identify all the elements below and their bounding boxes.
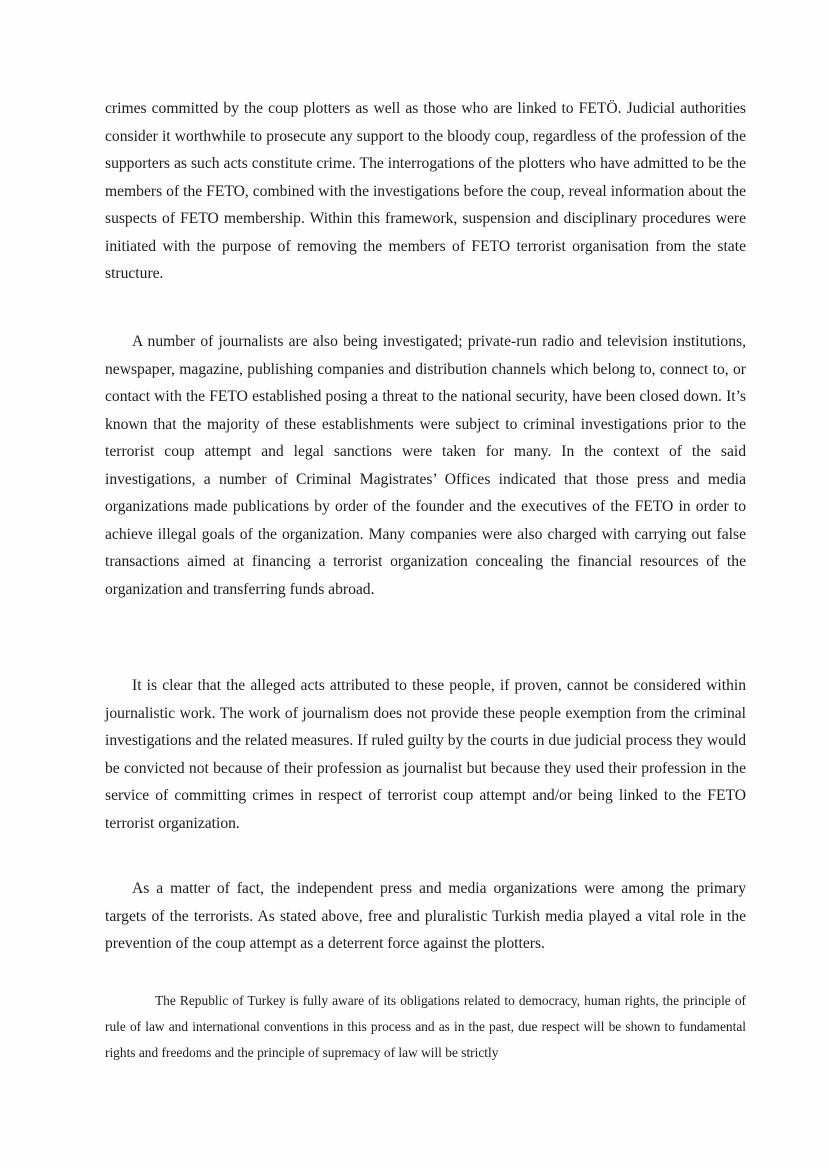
paragraph-journalistic-work: It is clear that the alleged acts attributed to these people, if proven, cannot be considered within journalistic work. The work of journalism does not provide these people exemption from the criminal investigations and the related measures. If ruled guilty by the courts in due judicial process they would be convicted not because of their profession as journalist but because they used their profession in the service of committing crimes in respect of terrorist coup attempt and/or being linked to the FETO terrorist organization.: [105, 677, 746, 832]
paragraph-journalists-investigated: A number of journalists are also being investigated; private-run radio and television institutions, newspaper, magazine, publishing companies and distribution channels which belong to, connect to, or contact with the FETO established posing a threat to the national security, have been closed down. It’s known that the majority of these establishments were subject to criminal investigations prior to the terrorist coup attempt and legal sanctions were taken for many. In the context of the said investigations, a number of Criminal Magistrates’ Offices indicated that those press and media organizations made publications by order of the founder and the executives of the FETO in order to achieve illegal goals of the organization. Many companies were also charged with carrying out false transactions aimed at financing a terrorist organization concealing the financial resources of the organization and transferring funds abroad.: [105, 333, 746, 598]
paragraph-republic-obligations: The Republic of Turkey is fully aware of its obligations related to democracy, human rights, the principle of rule of law and international conventions in this process and as in the past, due respect will be shown to fundamental rights and freedoms and the principle of supremacy of law will be strictly: [105, 993, 746, 1060]
paragraph-coup-plotters-prosecution: crimes committed by the coup plotters as well as those who are linked to FETÖ. Judicial authorities consider it worthwhile to prosecute any support to the bloody coup, regardless of the profession of the supporters as such acts constitute crime. The interrogations of the plotters who have admitted to be the members of the FETO, combined with the investigations before the coup, reveal information about the suspects of FETO membership. Within this framework, suspension and disciplinary procedures were initiated with the purpose of removing the members of FETO terrorist organisation from the state structure.: [105, 100, 746, 282]
paragraph-independent-press: As a matter of fact, the independent press and media organizations were among the primary targets of the terrorists. As stated above, free and pluralistic Turkish media played a vital role in the prevention of the coup attempt as a deterrent force against the plotters.: [105, 880, 746, 952]
